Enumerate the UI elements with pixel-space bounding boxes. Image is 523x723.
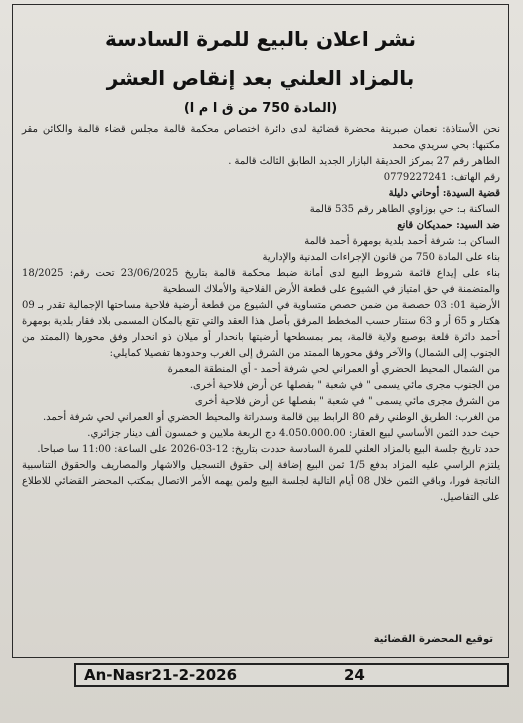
paragraph-filing: بناء على إيداع قائمة شروط البيع لدى أمانة ضبط محكمة قالمة بتاريخ 23/06/2025 تحت رقم: 18/2025 والمتضمنة في حق امتياز في الشيوع على قطعة الأرض الفلاحية والأملاك السطحية — [22, 268, 500, 295]
issue-label: An-Nasr21-2-2026 — [84, 666, 238, 684]
paragraph-case: قضية السيدة: أوحاني دليلة — [388, 188, 500, 199]
paragraph-defendant-address: الساكن بـ: شرفة أحمد بلدية بومهرة أحمد قالمة — [304, 236, 500, 247]
paragraph-border-west: من الغرب: الطريق الوطني رقم 80 الرابط بين قالمة وسدراتة والمحيط الحضري أو العمراني لحي شرفة أحمد. — [43, 412, 500, 423]
paragraph-defendant: ضد السيد: حمديكان قانع — [397, 220, 500, 231]
notice-title: نشر اعلان بالبيع للمرة السادسة — [104, 27, 417, 51]
paragraph-price: حيث حدد الثمن الأساسي لبيع العقار: 4.050.000.00 دج الربعة ملايين و خمسون ألف دينار جزائري. — [87, 428, 500, 439]
notice-subtitle: بالمزاد العلني بعد إنقاص العشر — [106, 66, 415, 90]
paragraph-address: الطاهر رقم 27 بمركز الحديقة البازار الجديد الطابق الثالث قالمة . — [228, 156, 500, 167]
paragraph-phone: رقم الهاتف: 0779227241 — [383, 172, 500, 183]
paragraph-auction-date: حدد تاريخ جلسة البيع بالمزاد العلني للمرة السادسة حددت بتاريخ: 12-03-2026 على الساعة: 11:00 سا صباحا. — [37, 444, 500, 455]
page-number: 24 — [344, 666, 365, 684]
paragraph-border-north: من الشمال المحيط الحضري أو العمراني لحي شرفة أحمد - أي المنطقة المعمرة — [167, 364, 500, 375]
paragraph-legal-basis: بناء على المادة 750 من قانون الإجراءات المدنية والإدارية — [262, 252, 500, 263]
bailiff-signature: توقيع المحضرة القضائية — [373, 634, 493, 645]
paragraph-border-east: من الشرق مجرى مائي يسمى " في شعبة " بفصلها عن أرض فلاحية أخرى — [194, 396, 500, 407]
notice-article: (المادة 750 من ق ا م ا) — [183, 101, 338, 116]
paragraph-property: الأرضية 01: 03 حصصة من ضمن حصص متساوية في الشيوع من قطعة أرضية فلاحية مساحتها الإجمالية تقدر بـ 09 هكتار و 65 أر و 63 سنتار حسب المخطط المرفق بأصل هذا العقد والتي تقع بالمكان المسمى بلاد فقار بلدية بومهرة أحمد دائرة قلعة بوصبع ولاية قالمة، يمر بمسطحها أرضيتها بانحدار أو ميلان ذو انحدار وفق محورها (الممتد من الجنوب إلى الشمال) والآخر وفق محورها الممتد من الشرق إلى الغرب وحدودها تفصيلا كمايلي: — [22, 300, 500, 359]
page-footer — [74, 663, 509, 687]
paragraph-bailiff: نحن الأستاذة: نعمان صبرينة محضرة قضائية لدى دائرة اختصاص محكمة قالمة مجلس قضاء قالمة والكائن مقر مكتبها: بحي سريدي محمد — [22, 124, 500, 151]
notice-body — [22, 122, 500, 506]
paragraph-obligations: يلتزم الراسي عليه المزاد بدفع 1/5 ثمن البيع إضافة إلى حقوق التسجيل والاشهار والمصاريف والحقوق التناسبية الناتجة فورا، وباقي الثمن خلال 08 أيام التالية لجلسة البيع ولمن يهمه الأمر الاتصال بمكتب المحضر القضائي للاطلاع على التفاصيل. — [22, 460, 501, 503]
paragraph-border-south: من الجنوب مجرى مائي يسمى " في شعبة " بفصلها عن أرض فلاحية أخرى. — [189, 380, 500, 391]
paragraph-plaintiff-address: الساكنة بـ: حي بوزاوي الطاهر رقم 535 قالمة — [309, 204, 500, 215]
